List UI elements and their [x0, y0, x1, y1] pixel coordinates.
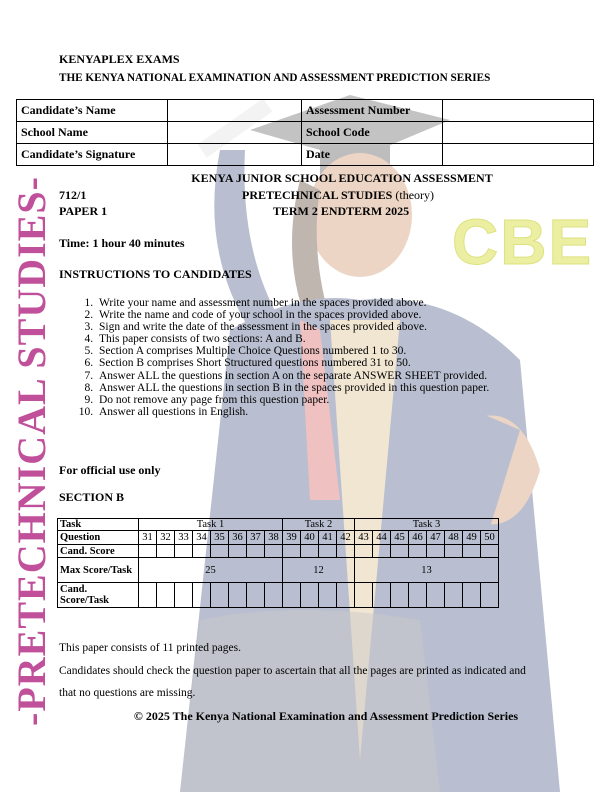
- table-row: [17, 122, 594, 144]
- assessment-title: KENYA JUNIOR SCHOOL EDUCATION ASSESSMENT: [191, 171, 493, 185]
- question-number: 43: [355, 531, 373, 545]
- score-cell[interactable]: [247, 583, 265, 608]
- score-cell[interactable]: [319, 545, 337, 558]
- candidate-details-table: [16, 99, 594, 166]
- task-2-header: Task 2: [283, 519, 355, 531]
- school-code-label: School Code: [302, 122, 443, 144]
- task-label: Task: [58, 519, 139, 531]
- table-row: [58, 583, 499, 608]
- school-name-field[interactable]: [168, 122, 302, 144]
- list-item: 5. Section A comprises Multiple Choice Questions numbered 1 to 30.: [96, 345, 596, 357]
- score-cell[interactable]: [283, 545, 301, 558]
- table-row: [17, 100, 594, 122]
- score-cell[interactable]: [463, 583, 481, 608]
- subject-title: [32, 188, 612, 203]
- score-cell[interactable]: [139, 545, 157, 558]
- date-label: Date: [302, 144, 443, 166]
- score-cell[interactable]: [337, 583, 355, 608]
- list-item: 3. Sign and write the date of the assessment in the spaces provided above.: [96, 321, 596, 333]
- section-b-label: SECTION B: [59, 490, 125, 504]
- score-cell[interactable]: [157, 583, 175, 608]
- list-item: 9. Do not remove any page from this question paper.: [96, 394, 596, 406]
- score-cell[interactable]: [283, 583, 301, 608]
- score-cell[interactable]: [193, 545, 211, 558]
- question-number: 40: [301, 531, 319, 545]
- cbe-watermark: CBE: [452, 206, 594, 278]
- page-count-note: This paper consists of 11 printed pages.: [59, 642, 241, 654]
- question-number: 31: [139, 531, 157, 545]
- list-item: 8. Answer ALL the questions in section B in the spaces provided in this question paper.: [96, 382, 596, 394]
- score-cell[interactable]: [391, 545, 409, 558]
- check-note-line2: that no questions are missing.: [59, 687, 196, 699]
- list-item: 6. Section B comprises Short Structured questions numbered 31 to 50.: [96, 357, 596, 369]
- score-cell[interactable]: [409, 545, 427, 558]
- score-cell[interactable]: [373, 545, 391, 558]
- score-cell[interactable]: [337, 545, 355, 558]
- max-score-label: Max Score/Task: [58, 558, 139, 583]
- list-item: 2. Write the name and code of your school in the spaces provided above.: [96, 309, 596, 321]
- paper-number: PAPER 1: [59, 204, 108, 218]
- question-label: Question: [58, 531, 139, 545]
- score-cell[interactable]: [427, 583, 445, 608]
- score-cell[interactable]: [211, 583, 229, 608]
- question-number: 32: [157, 531, 175, 545]
- assessment-number-field[interactable]: [443, 100, 594, 122]
- check-note-line1: Candidates should check the question paper to ascertain that all the pages are printed as indicated and: [59, 665, 526, 677]
- cand-score-label: Cand. Score: [58, 545, 139, 558]
- term-title: TERM 2 ENDTERM 2025: [272, 204, 410, 218]
- list-item: 7. Answer ALL the questions in section A on the separate ANSWER SHEET provided.: [96, 370, 596, 382]
- score-cell[interactable]: [229, 545, 247, 558]
- score-cell[interactable]: [157, 545, 175, 558]
- score-cell[interactable]: [373, 583, 391, 608]
- org-name: KENYAPLEX EXAMS: [59, 52, 180, 66]
- score-cell[interactable]: [175, 545, 193, 558]
- score-cell[interactable]: [193, 583, 211, 608]
- question-number: 34: [193, 531, 211, 545]
- score-cell[interactable]: [265, 545, 283, 558]
- score-cell[interactable]: [355, 545, 373, 558]
- question-number: 48: [445, 531, 463, 545]
- question-number: 36: [229, 531, 247, 545]
- task-1-header: Task 1: [139, 519, 283, 531]
- score-cell[interactable]: [481, 545, 499, 558]
- signature-field[interactable]: [168, 144, 302, 166]
- task-3-header: Task 3: [355, 519, 499, 531]
- list-item: 1. Write your name and assessment number in the spaces provided above.: [96, 297, 596, 309]
- question-number: 44: [373, 531, 391, 545]
- list-item: 4. This paper consists of two sections: A and B.: [96, 333, 596, 345]
- question-number: 49: [463, 531, 481, 545]
- score-cell[interactable]: [265, 583, 283, 608]
- score-cell[interactable]: [175, 583, 193, 608]
- cand-score-task-label: Cand. Score/Task: [58, 583, 139, 608]
- question-number: 45: [391, 531, 409, 545]
- score-cell[interactable]: [247, 545, 265, 558]
- date-field[interactable]: [443, 144, 594, 166]
- school-name-label: School Name: [17, 122, 168, 144]
- paper-code: 712/1: [59, 188, 87, 202]
- list-item: 10. Answer all questions in English.: [96, 406, 596, 418]
- score-table: [57, 518, 499, 608]
- question-number: 39: [283, 531, 301, 545]
- score-cell[interactable]: [463, 545, 481, 558]
- question-number: 42: [337, 531, 355, 545]
- score-cell[interactable]: [229, 583, 247, 608]
- subject-name: PRETECHNICAL STUDIES: [241, 188, 393, 202]
- table-row: [58, 531, 499, 545]
- score-cell[interactable]: [481, 583, 499, 608]
- score-cell[interactable]: [301, 583, 319, 608]
- candidate-name-field[interactable]: [168, 100, 302, 122]
- copyright: © 2025 The Kenya National Examination and Assessment Prediction Series: [133, 709, 519, 723]
- score-cell[interactable]: [301, 545, 319, 558]
- question-number: 41: [319, 531, 337, 545]
- score-cell[interactable]: [211, 545, 229, 558]
- signature-label: Candidate’s Signature: [17, 144, 168, 166]
- series-title: THE KENYA NATIONAL EXAMINATION AND ASSESSMENT PREDICTION SERIES: [59, 72, 491, 84]
- question-number: 47: [427, 531, 445, 545]
- time-allowed: Time: 1 hour 40 minutes: [59, 236, 185, 250]
- score-cell[interactable]: [139, 583, 157, 608]
- candidate-name-label: Candidate’s Name: [17, 100, 168, 122]
- subject-suffix: (theory): [392, 188, 435, 202]
- table-row: [58, 558, 499, 583]
- question-number: 33: [175, 531, 193, 545]
- score-cell[interactable]: [355, 583, 373, 608]
- score-cell[interactable]: [427, 545, 445, 558]
- task-1-max: 25: [139, 558, 283, 583]
- score-cell[interactable]: [409, 583, 427, 608]
- side-watermark-text: -PRETECHNICAL STUDIES-: [9, 176, 54, 726]
- official-use-label: For official use only: [59, 463, 161, 477]
- score-cell[interactable]: [391, 583, 409, 608]
- task-3-max: 13: [355, 558, 499, 583]
- score-cell[interactable]: [319, 583, 337, 608]
- table-row: [17, 144, 594, 166]
- table-row: [58, 545, 499, 558]
- question-number: 46: [409, 531, 427, 545]
- question-number: 38: [265, 531, 283, 545]
- table-row: [58, 519, 499, 531]
- question-number: 37: [247, 531, 265, 545]
- score-cell[interactable]: [445, 583, 463, 608]
- instructions-list: [78, 297, 596, 418]
- question-number: 50: [481, 531, 499, 545]
- question-number: 35: [211, 531, 229, 545]
- task-2-max: 12: [283, 558, 355, 583]
- assessment-number-label: Assessment Number: [302, 100, 443, 122]
- instructions-heading: INSTRUCTIONS TO CANDIDATES: [59, 267, 252, 281]
- school-code-field[interactable]: [443, 122, 594, 144]
- score-cell[interactable]: [445, 545, 463, 558]
